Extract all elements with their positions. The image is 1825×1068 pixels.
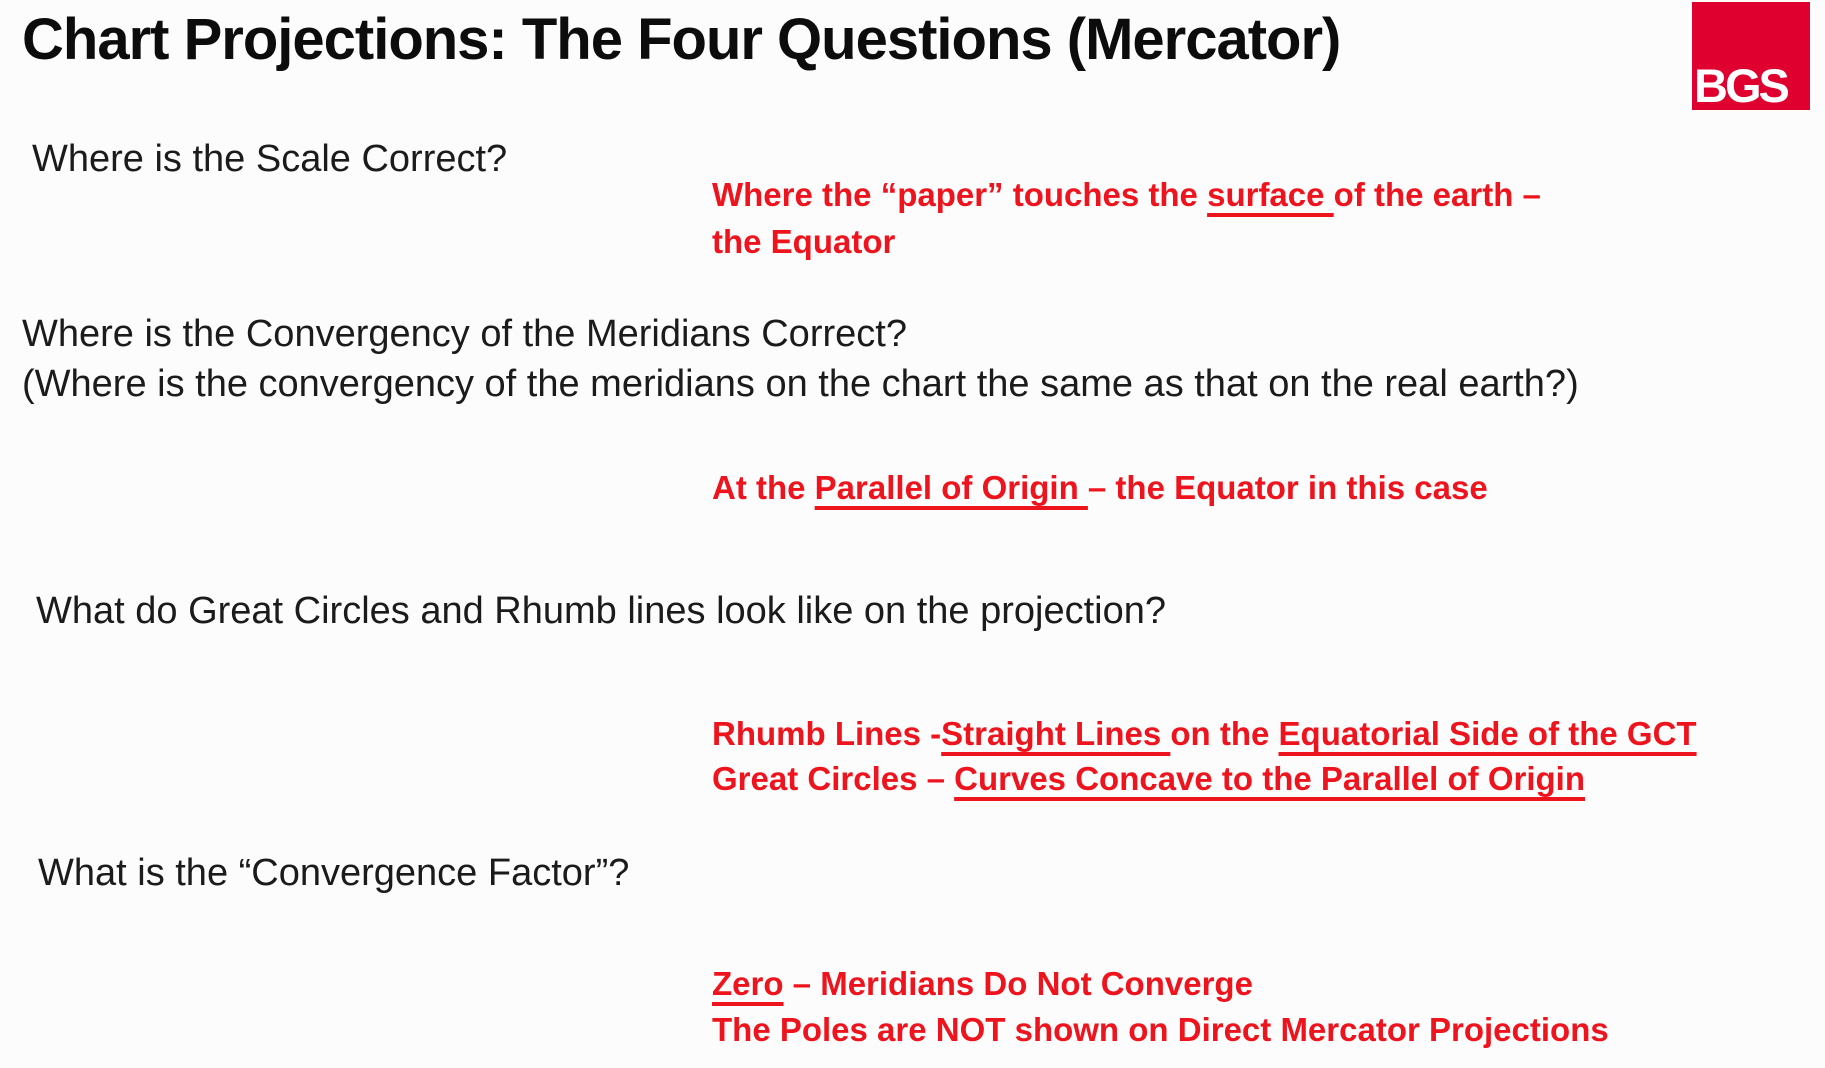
bgs-logo-text: BGS	[1694, 59, 1787, 112]
underlined-equatorial-side: Equatorial Side of the GCT	[1278, 715, 1697, 752]
answer-scale-line2: the Equator	[712, 223, 896, 260]
answer-convergence-factor-line1: Zero – Meridians Do Not Converge	[712, 965, 1253, 1002]
answer-great-circles	[712, 711, 1697, 801]
underlined-surface: surface	[1207, 176, 1334, 213]
underlined-zero: Zero	[712, 965, 784, 1002]
answer-scale	[712, 171, 1541, 265]
answer-convergence-factor-line2: The Poles are NOT shown on Direct Mercator Projections	[712, 1011, 1609, 1048]
answer-convergence-factor	[712, 961, 1609, 1053]
answer-great-circles-line1: Rhumb Lines -Straight Lines on the Equatorial Side of the GCT	[712, 715, 1697, 752]
underlined-curves-concave: Curves Concave to the Parallel of Origin	[954, 760, 1585, 797]
question-great-circles: What do Great Circles and Rhumb lines look like on the projection?	[36, 590, 1167, 632]
bgs-logo	[1692, 2, 1810, 110]
question-convergency-line1: Where is the Convergency of the Meridians Correct?	[22, 313, 907, 355]
answer-scale-line1: Where the “paper” touches the surface of the earth –	[712, 176, 1541, 213]
answer-convergency: At the Parallel of Origin – the Equator in this case	[712, 469, 1488, 506]
question-scale: Where is the Scale Correct?	[32, 138, 508, 180]
underlined-parallel-of-origin: Parallel of Origin	[814, 469, 1088, 506]
question-convergency	[22, 309, 1579, 409]
question-convergency-line2: (Where is the convergency of the meridians on the chart the same as that on the real earth?)	[22, 363, 1579, 405]
underlined-straight-lines: Straight Lines	[941, 715, 1171, 752]
answer-great-circles-line2: Great Circles – Curves Concave to the Parallel of Origin	[712, 760, 1585, 797]
question-convergence-factor: What is the “Convergence Factor”?	[38, 852, 630, 894]
slide-title: Chart Projections: The Four Questions (Mercator)	[22, 7, 1341, 72]
plane-swoosh-icon	[1795, 57, 1806, 68]
